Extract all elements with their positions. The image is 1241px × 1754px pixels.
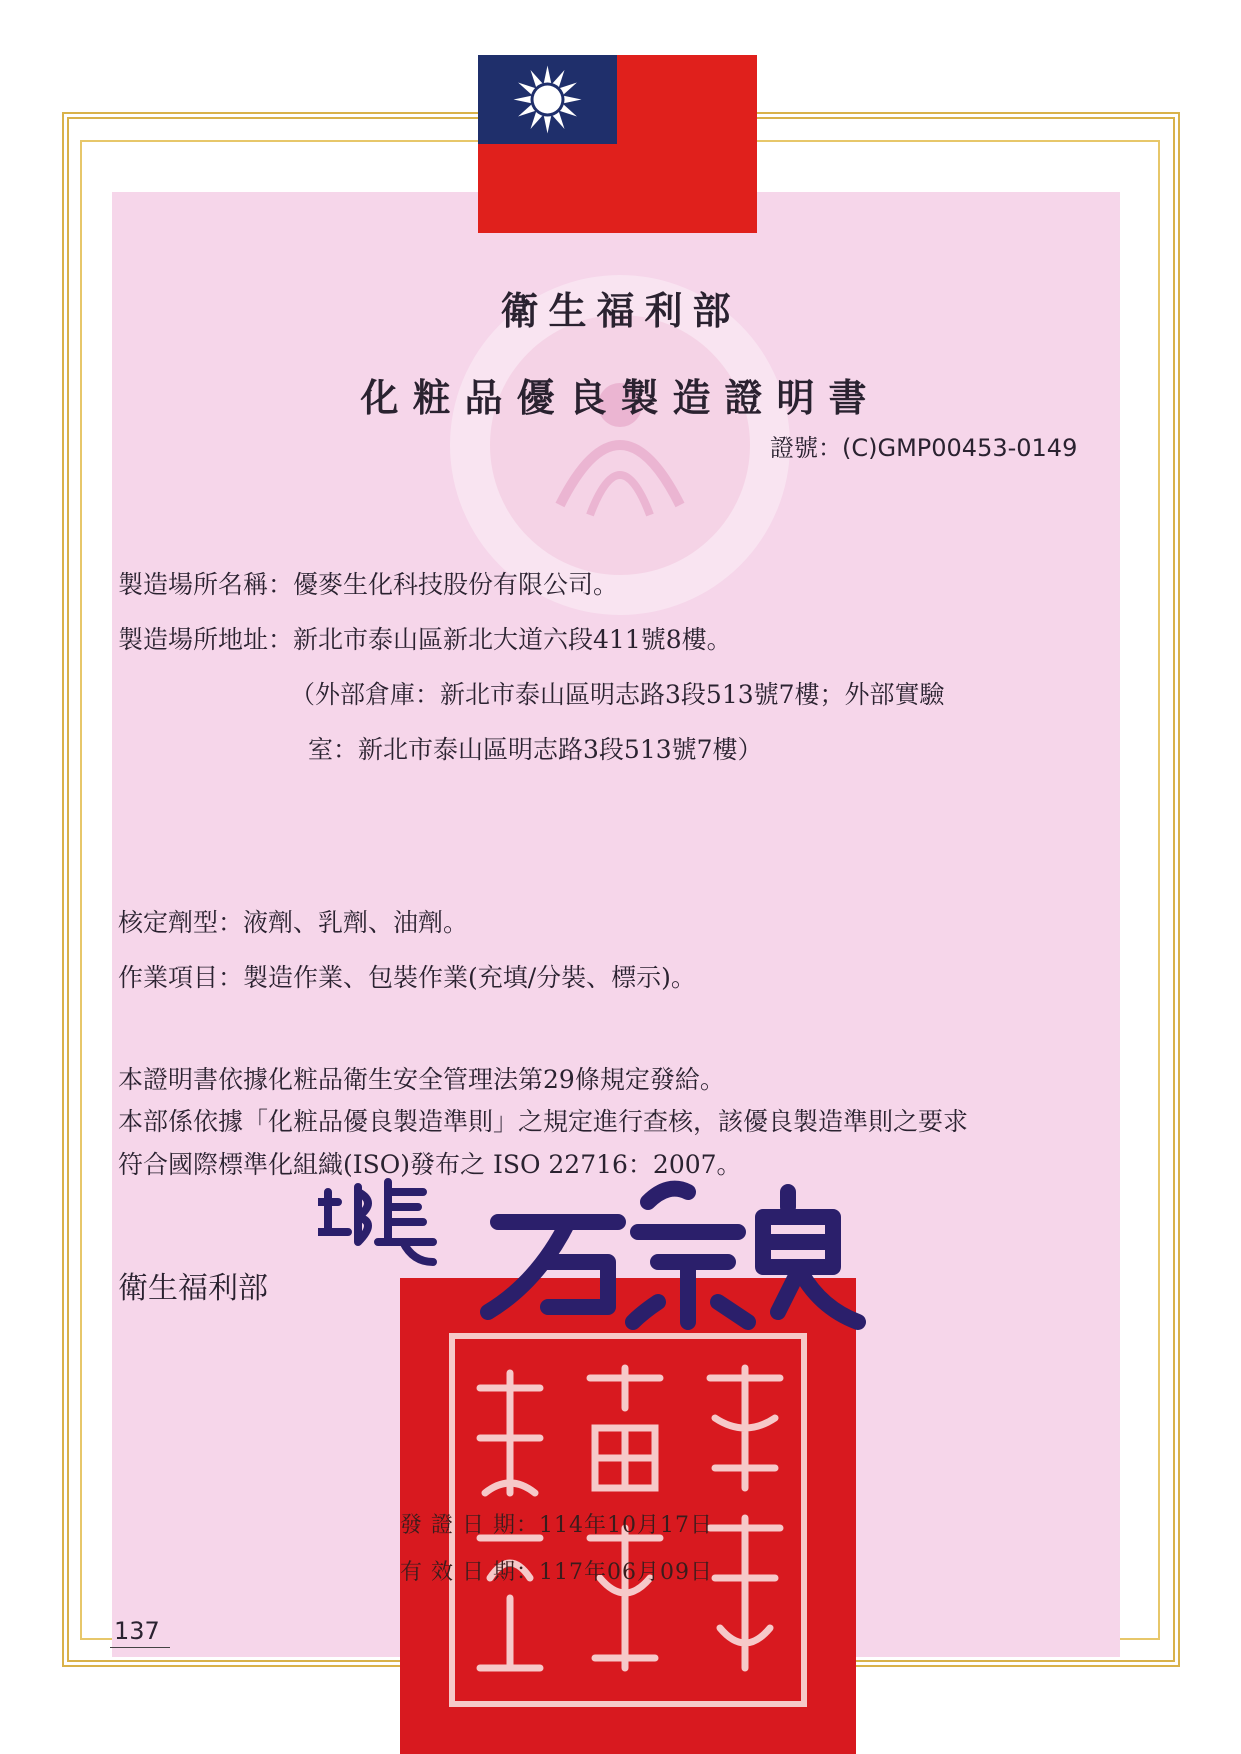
page-number: 137 <box>114 1617 160 1645</box>
site-name: 製造場所名稱：優麥生化科技股份有限公司。 <box>118 570 619 599</box>
standard-line2: 符合國際標準化組織(ISO)發布之 ISO 22716：2007。 <box>118 1150 742 1179</box>
expiry-date: 有 效 日 期：117年06月09日 <box>400 1560 713 1585</box>
dosage-forms: 核定劑型：液劑、乳劑、油劑。 <box>118 908 469 937</box>
signing-ministry: 衛生福利部 <box>118 1271 268 1306</box>
minister-signature <box>318 1162 918 1332</box>
certificate-number: 證號：(C)GMP00453-0149 <box>770 434 1078 462</box>
certificate-title: 化粧品優良製造證明書 <box>360 375 881 420</box>
standard-line1: 本部係依據「化粧品優良製造準則」之規定進行查核，該優良製造準則之要求 <box>118 1107 969 1136</box>
page-number-underline <box>110 1647 170 1648</box>
national-flag-icon <box>478 55 757 233</box>
site-address: 製造場所地址：新北市泰山區新北大道六段411號8樓。 <box>118 625 732 654</box>
legal-basis: 本證明書依據化粧品衛生安全管理法第29條規定發給。 <box>118 1065 725 1094</box>
ministry-title: 衛生福利部 <box>500 288 741 333</box>
issue-date: 發 證 日 期：114年10月17日 <box>400 1513 713 1538</box>
external-sites-line2: 室：新北市泰山區明志路3段513號7樓） <box>308 735 763 764</box>
external-sites-line1: （外部倉庫：新北市泰山區明志路3段513號7樓；外部實驗 <box>290 680 945 709</box>
operation-items: 作業項目：製造作業、包裝作業(充填/分裝、標示)。 <box>118 963 696 992</box>
